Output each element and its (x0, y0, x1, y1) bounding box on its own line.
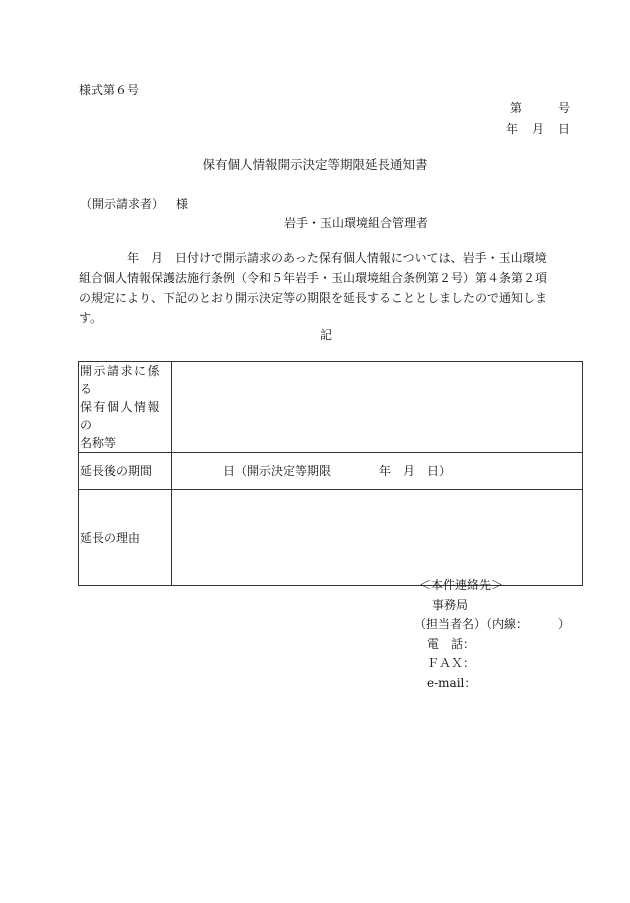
info-name-label-line: 名称等 (80, 436, 117, 450)
contact-fax: ＦＡＸ： (427, 656, 476, 670)
document-title: 保有個人情報開示決定等期限延長通知書 (202, 157, 428, 172)
contact-person: （担当者名）（内線： ） (414, 617, 571, 631)
info-name-label-line: 保有個人情報の (80, 400, 162, 432)
document-number (510, 100, 570, 116)
date-month: 月 (531, 122, 544, 136)
notice-body: 年 月 日付けで開示請求のあった保有個人情報については、岩手・玉山環境組合個人情報保護法施行条例（令和５年岩手・玉山環境組合条例第２号）第４条第２項の規定により、下記のとおり開示決定等の期限を延長することとしましたので通知します。 (79, 251, 548, 325)
info-name-label-line: 開示請求に係る (80, 364, 162, 396)
form-number: 様式第６号 (79, 83, 140, 97)
extended-period-label: 延長後の期間 (79, 453, 172, 490)
requester-honorific: 様 (176, 197, 189, 211)
document-number-prefix: 第 (509, 101, 522, 115)
ki-heading: 記 (320, 328, 333, 342)
contact-block (414, 576, 570, 693)
contact-heading: ＜本件連絡先＞ (419, 578, 504, 592)
contact-office: 事務局 (432, 597, 469, 612)
table-row-reason (79, 490, 583, 586)
info-name-value[interactable] (172, 362, 583, 453)
document-number-suffix: 号 (557, 101, 570, 115)
info-name-label (79, 362, 172, 453)
extended-period-text: 日（開示決定等期限 年 月 日） (223, 464, 452, 478)
date-year: 年 (505, 122, 518, 136)
reason-value[interactable] (172, 490, 583, 586)
extended-period-value[interactable] (172, 453, 583, 490)
requester-label: （開示請求者） (80, 197, 165, 211)
contact-email: e-mail： (427, 675, 477, 690)
table-row-extended-period (79, 453, 583, 490)
details-table (78, 361, 583, 586)
contact-phone: 電 話： (427, 636, 476, 651)
administrator-name: 岩手・玉山環境組合管理者 (284, 216, 429, 230)
reason-label: 延長の理由 (79, 490, 172, 586)
requester-line (80, 196, 188, 212)
issue-date (506, 121, 570, 137)
date-day: 日 (557, 122, 570, 136)
table-row-info-name (79, 362, 583, 453)
